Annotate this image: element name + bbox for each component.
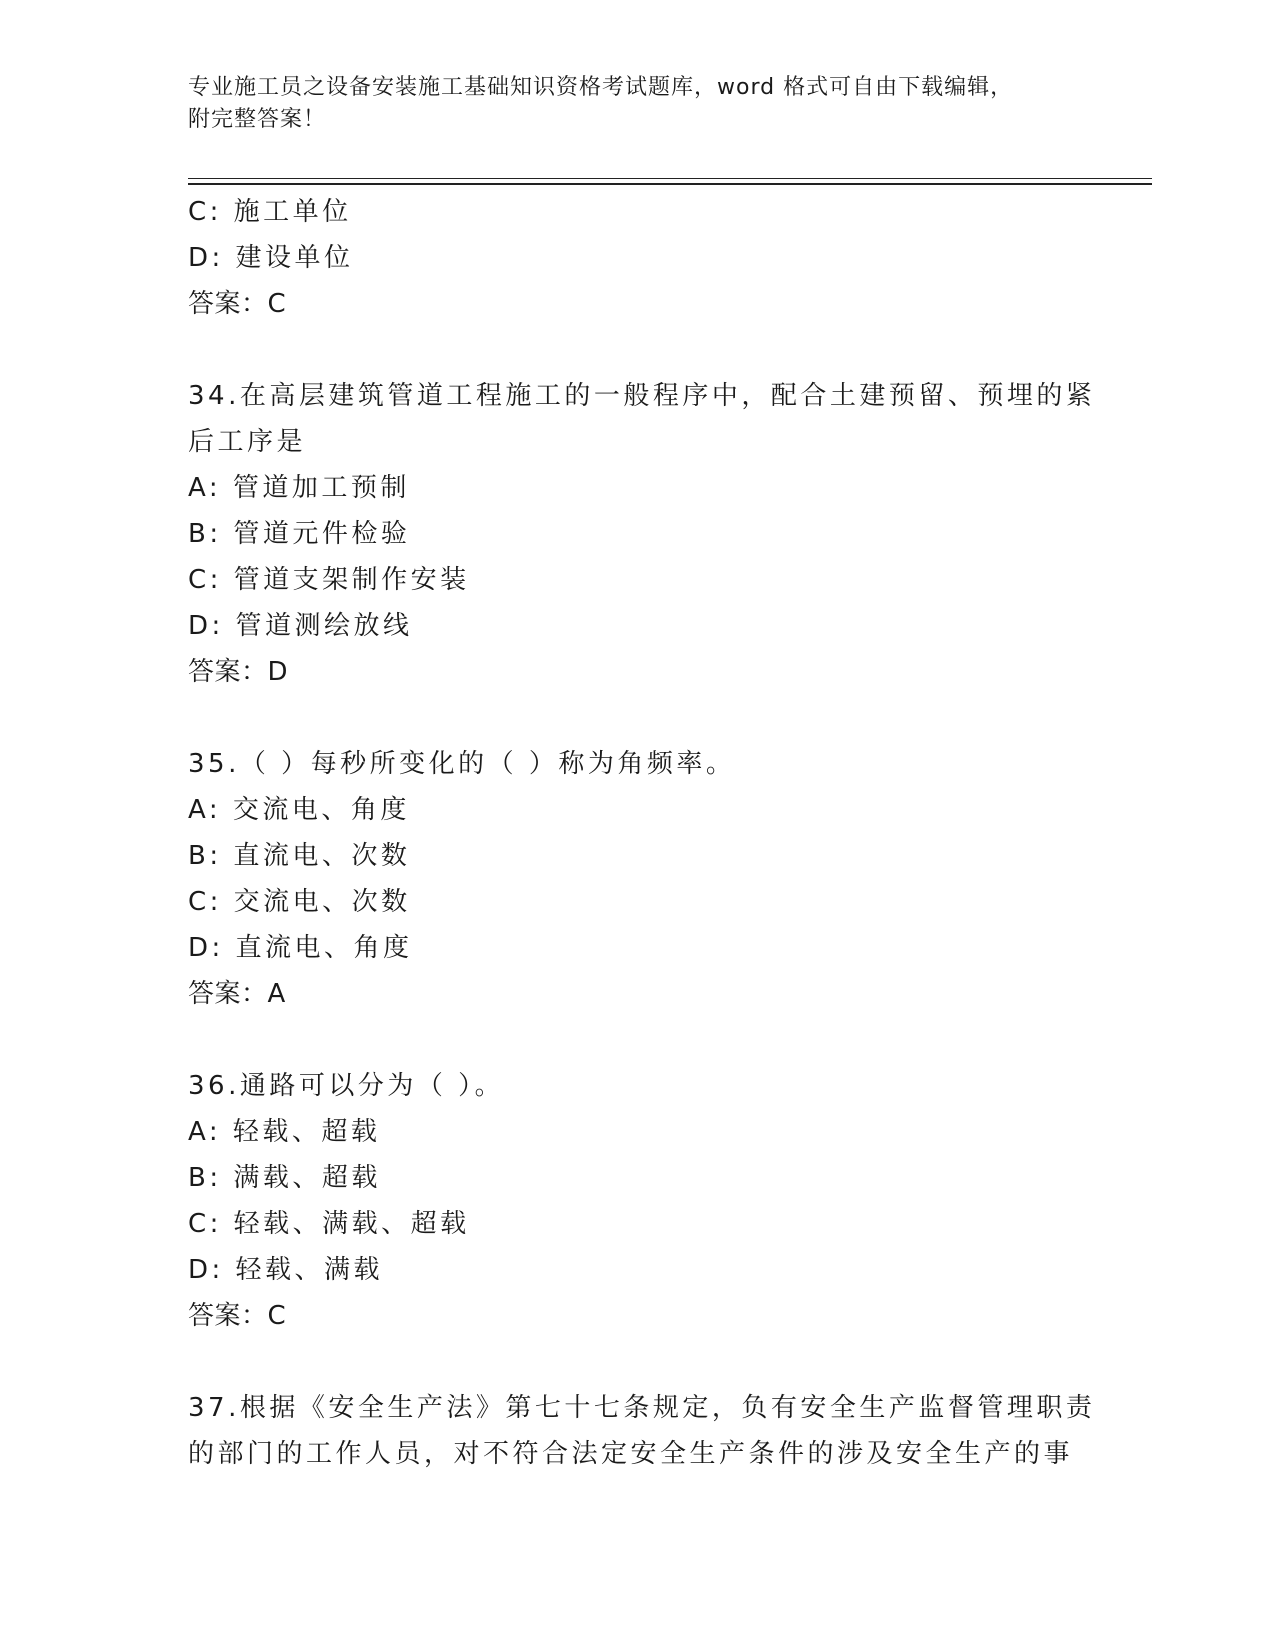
option-b: B: 管道元件检验 bbox=[188, 519, 411, 549]
header-divider-thick bbox=[188, 183, 1152, 185]
question-35 bbox=[188, 741, 1088, 1017]
option-a: A: 轻载、超载 bbox=[188, 1117, 381, 1147]
document-header bbox=[188, 72, 1078, 136]
header-divider-thin bbox=[188, 178, 1152, 179]
question-text: 35.（ ）每秒所变化的（ ）称为角频率。 bbox=[188, 749, 736, 779]
option-c: C: 轻载、满载、超载 bbox=[188, 1209, 470, 1239]
option-d: D: 建设单位 bbox=[188, 243, 354, 273]
option-c: C: 管道支架制作安装 bbox=[188, 565, 470, 595]
question-fragment bbox=[188, 189, 1088, 327]
answer-line: 答案：C bbox=[188, 1301, 287, 1331]
option-d: D: 管道测绘放线 bbox=[188, 611, 413, 641]
option-a: A: 交流电、角度 bbox=[188, 795, 410, 825]
option-d: D: 直流电、角度 bbox=[188, 933, 413, 963]
option-c: C: 施工单位 bbox=[188, 197, 352, 227]
answer-line: 答案：C bbox=[188, 289, 287, 319]
answer-line: 答案：A bbox=[188, 979, 286, 1009]
question-34 bbox=[188, 373, 1096, 695]
option-b: B: 直流电、次数 bbox=[188, 841, 411, 871]
header-line-2: 附完整答案！ bbox=[188, 107, 327, 132]
header-line-1: 专业施工员之设备安装施工基础知识资格考试题库，word 格式可自由下载编辑， bbox=[188, 75, 1014, 100]
answer-line: 答案：D bbox=[188, 657, 289, 687]
question-text: 36.通路可以分为（ ）。 bbox=[188, 1071, 505, 1101]
option-a: A: 管道加工预制 bbox=[188, 473, 410, 503]
question-36 bbox=[188, 1063, 1088, 1339]
question-text: 的部门的工作人员，对不符合法定安全生产条件的涉及安全生产的事 bbox=[188, 1439, 1074, 1469]
question-text: 后工序是 bbox=[188, 427, 307, 457]
question-text: 34.在高层建筑管道工程施工的一般程序中，配合土建预留、预埋的紧 bbox=[188, 381, 1096, 411]
question-text: 37.根据《安全生产法》第七十七条规定，负有安全生产监督管理职责 bbox=[188, 1393, 1096, 1423]
option-b: B: 满载、超载 bbox=[188, 1163, 381, 1193]
option-d: D: 轻载、满载 bbox=[188, 1255, 384, 1285]
document-body bbox=[188, 189, 1096, 1477]
question-37 bbox=[188, 1385, 1096, 1477]
option-c: C: 交流电、次数 bbox=[188, 887, 411, 917]
